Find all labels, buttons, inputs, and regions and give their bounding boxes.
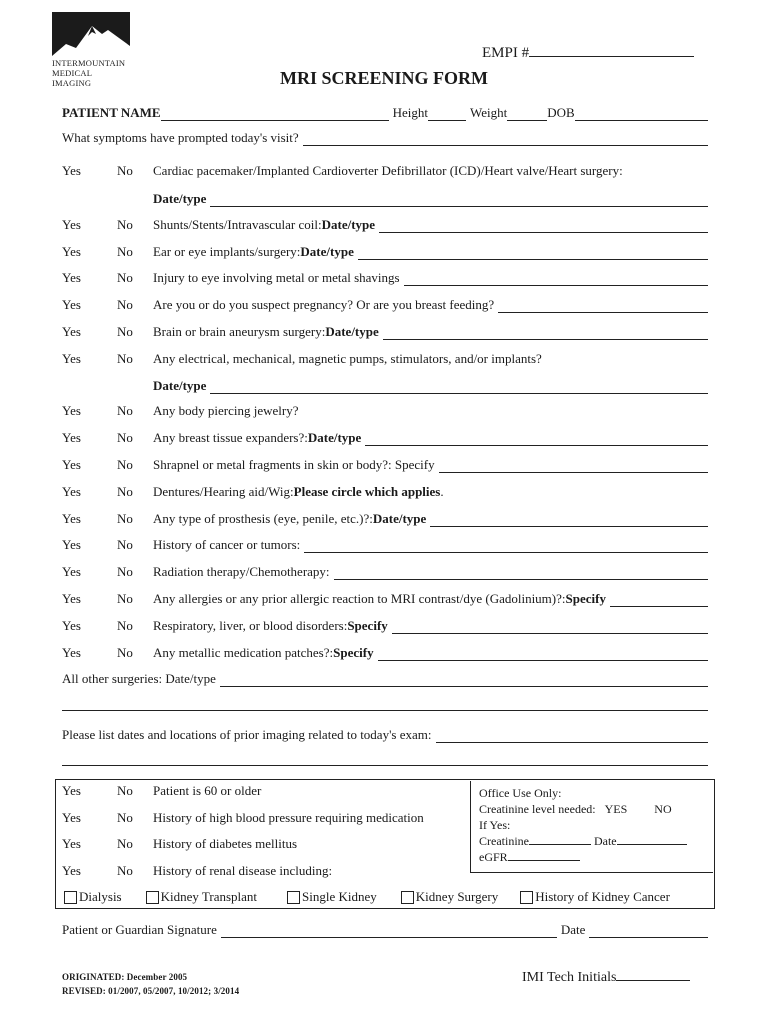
creatinine-input[interactable] <box>529 834 591 845</box>
no-option[interactable]: No <box>117 270 133 285</box>
kidney-checkbox-label: Dialysis <box>79 889 122 904</box>
height-label: Height <box>392 105 428 120</box>
yes-option[interactable]: Yes <box>62 217 81 232</box>
question-row <box>62 163 708 179</box>
question-text: Respiratory, liver, or blood disorders: Specify <box>153 618 708 634</box>
date-type-label: Date/type <box>153 378 207 393</box>
answer-input[interactable] <box>404 273 708 286</box>
no-option[interactable]: No <box>117 618 133 633</box>
date-type-row <box>153 378 708 394</box>
tech-initials <box>522 968 690 986</box>
no-option[interactable]: No <box>117 810 133 825</box>
yes-option[interactable]: Yes <box>62 618 81 633</box>
kidney-checkbox-item[interactable] <box>64 889 122 905</box>
empi-input-line[interactable] <box>529 42 694 57</box>
yes-option[interactable]: Yes <box>62 351 81 366</box>
prior-imaging-row <box>62 727 708 743</box>
question-text: Any type of prosthesis (eye, penile, etc.)?: Date/type <box>153 511 708 527</box>
kidney-checkbox-item[interactable] <box>146 889 257 905</box>
logo-line2: MEDICAL IMAGING <box>52 68 92 88</box>
answer-input[interactable] <box>365 433 708 446</box>
weight-label: Weight <box>469 105 508 120</box>
surgeries-input-line2[interactable] <box>62 710 708 711</box>
question-row <box>62 591 708 607</box>
date-type-label: Date/type <box>153 191 207 206</box>
surgeries-row <box>62 671 708 687</box>
answer-input[interactable] <box>304 540 708 553</box>
question-text: History of cancer or tumors: <box>153 537 708 553</box>
question-row <box>62 430 708 446</box>
no-option[interactable]: No <box>117 457 133 472</box>
answer-input[interactable] <box>439 460 708 473</box>
question-row <box>62 297 708 313</box>
yes-option[interactable]: Yes <box>62 270 81 285</box>
question-text: Any body piercing jewelry? <box>153 403 299 418</box>
answer-input[interactable] <box>334 567 708 580</box>
question-row <box>62 511 708 527</box>
date-type-input[interactable] <box>210 381 708 394</box>
answer-input[interactable] <box>498 300 708 313</box>
yes-option[interactable]: Yes <box>62 645 81 660</box>
question-text: Shunts/Stents/Intravascular coil: Date/type <box>153 217 708 233</box>
renal-risk-row <box>62 783 462 799</box>
kidney-checkbox-item[interactable] <box>401 889 498 905</box>
no-option[interactable]: No <box>117 297 133 312</box>
question-row <box>62 484 708 500</box>
no-option[interactable]: No <box>117 511 133 526</box>
dob-label: DOB <box>547 105 575 120</box>
footer-revised: REVISED: 01/2007, 05/2007, 10/2012; 3/2014 <box>62 986 240 996</box>
signature-date-input[interactable] <box>589 925 708 938</box>
answer-input[interactable] <box>379 220 708 233</box>
prior-imaging-label: Please list dates and locations of prior imaging related to today's exam: <box>62 727 432 742</box>
symptoms-label: What symptoms have prompted today's visit? <box>62 130 299 145</box>
date-type-row <box>153 191 708 207</box>
yes-option[interactable]: Yes <box>62 863 81 878</box>
question-row <box>62 618 708 634</box>
kidney-checkbox-item[interactable] <box>287 889 377 905</box>
kidney-checkbox-label: Single Kidney <box>302 889 377 904</box>
question-row <box>62 324 708 340</box>
question-row <box>62 244 708 260</box>
dob-input[interactable] <box>575 108 708 121</box>
question-row <box>62 217 708 233</box>
kidney-checkboxes <box>64 889 714 905</box>
office-use-title: Office Use Only: <box>479 786 562 800</box>
no-option[interactable]: No <box>117 403 133 418</box>
no-option[interactable]: No <box>117 163 133 178</box>
checkbox-icon[interactable] <box>401 891 414 904</box>
weight-input[interactable] <box>507 108 547 121</box>
yes-option[interactable]: Yes <box>62 591 81 606</box>
question-row <box>62 457 708 473</box>
checkbox-icon[interactable] <box>146 891 159 904</box>
yes-option[interactable]: Yes <box>62 324 81 339</box>
yes-option[interactable]: Yes <box>62 564 81 579</box>
no-option[interactable]: No <box>117 564 133 579</box>
renal-risk-row <box>62 836 462 852</box>
question-row <box>62 351 708 367</box>
no-option[interactable]: No <box>117 351 133 366</box>
answer-input[interactable] <box>358 247 708 260</box>
renal-risk-row <box>62 810 462 826</box>
yes-option[interactable]: Yes <box>62 244 81 259</box>
symptoms-row <box>62 130 708 146</box>
prior-imaging-input[interactable] <box>436 730 709 743</box>
yes-option[interactable]: Yes <box>62 783 81 798</box>
yes-option[interactable]: Yes <box>62 430 81 445</box>
no-option[interactable]: No <box>117 324 133 339</box>
no-option[interactable]: No <box>117 836 133 851</box>
question-row <box>62 537 708 553</box>
office-use-box <box>470 781 713 873</box>
surgeries-input[interactable] <box>220 674 708 687</box>
yes-option[interactable]: Yes <box>62 163 81 178</box>
answer-input[interactable] <box>383 327 708 340</box>
kidney-checkbox-label: Kidney Surgery <box>415 889 499 904</box>
no-option[interactable]: No <box>117 430 133 445</box>
creatinine-date-label: Date <box>593 834 617 848</box>
question-row <box>62 270 708 286</box>
logo-line1: INTERMOUNTAIN <box>52 58 126 68</box>
signature-date-label: Date <box>560 922 586 937</box>
question-text: Brain or brain aneurysm surgery: Date/type <box>153 324 708 340</box>
checkbox-icon[interactable] <box>287 891 300 904</box>
no-option[interactable]: No <box>117 645 133 660</box>
question-text: Dentures/Hearing aid/Wig: Please circle which applies . <box>153 484 444 499</box>
yes-option[interactable]: Yes <box>62 537 81 552</box>
mountain-logo-icon <box>52 12 130 56</box>
question-row <box>62 645 708 661</box>
form-title: MRI SCREENING FORM <box>279 68 488 88</box>
renal-risk-text: History of high blood pressure requiring medication <box>153 810 424 825</box>
no-option[interactable]: No <box>117 484 133 499</box>
question-text: Any allergies or any prior allergic reaction to MRI contrast/dye (Gadolinium)?: Specify <box>153 591 708 607</box>
footer-originated: ORIGINATED: December 2005 <box>62 972 188 982</box>
creatinine-yes[interactable]: YES <box>604 802 628 816</box>
no-option[interactable]: No <box>117 537 133 552</box>
patient-name-input[interactable] <box>161 108 389 121</box>
patient-name-label: PATIENT NAME <box>62 105 161 120</box>
no-option[interactable]: No <box>117 863 133 878</box>
kidney-checkbox-label: Kidney Transplant <box>160 889 258 904</box>
height-input[interactable] <box>428 108 466 121</box>
answer-input[interactable] <box>378 648 708 661</box>
question-text: Injury to eye involving metal or metal shavings <box>153 270 708 286</box>
yes-option[interactable]: Yes <box>62 836 81 851</box>
question-text: Ear or eye implants/surgery: Date/type <box>153 244 708 260</box>
yes-option[interactable]: Yes <box>62 403 81 418</box>
answer-input[interactable] <box>392 621 708 634</box>
question-row <box>62 403 708 419</box>
creatinine-no[interactable]: NO <box>654 802 672 816</box>
yes-option[interactable]: Yes <box>62 810 81 825</box>
signature-row <box>62 922 708 938</box>
egfr-label: eGFR <box>479 850 508 864</box>
no-option[interactable]: No <box>117 244 133 259</box>
renal-risk-text: History of diabetes mellitus <box>153 836 298 851</box>
question-text: Cardiac pacemaker/Implanted Cardioverter Defibrillator (ICD)/Heart valve/Heart surgery: <box>153 163 623 178</box>
creatinine-needed-label: Creatinine level needed: <box>479 802 596 816</box>
no-option[interactable]: No <box>117 783 133 798</box>
tech-initials-input[interactable] <box>616 968 690 981</box>
signature-label: Patient or Guardian Signature <box>62 922 217 937</box>
patient-info-row <box>62 105 708 121</box>
renal-risk-text: History of renal disease including: <box>153 863 333 878</box>
kidney-checkbox-label: History of Kidney Cancer <box>535 889 670 904</box>
checkbox-icon[interactable] <box>64 891 77 904</box>
yes-option[interactable]: Yes <box>62 511 81 526</box>
yes-option[interactable]: Yes <box>62 297 81 312</box>
if-yes-label: If Yes: <box>479 818 511 832</box>
empi-label: EMPI # <box>482 45 530 61</box>
renal-risk-row <box>62 863 462 879</box>
date-type-input[interactable] <box>210 194 708 207</box>
answer-input[interactable] <box>610 594 708 607</box>
surgeries-label: All other surgeries: Date/type <box>62 671 216 686</box>
question-text: Any electrical, mechanical, magnetic pumps, stimulators, and/or implants? <box>153 351 542 366</box>
tech-initials-label: IMI Tech Initials <box>522 970 617 985</box>
egfr-input[interactable] <box>508 850 580 861</box>
question-text: Any breast tissue expanders?: Date/type <box>153 430 708 446</box>
symptoms-input[interactable] <box>303 133 708 146</box>
question-text: Radiation therapy/Chemotherapy: <box>153 564 708 580</box>
creatinine-date-input[interactable] <box>617 834 687 845</box>
question-row <box>62 564 708 580</box>
renal-risk-text: Patient is 60 or older <box>153 783 262 798</box>
no-option[interactable]: No <box>117 217 133 232</box>
signature-input[interactable] <box>221 925 557 938</box>
yes-option[interactable]: Yes <box>62 457 81 472</box>
question-text: Are you or do you suspect pregnancy? Or are you breast feeding? <box>153 297 708 313</box>
question-text: Any metallic medication patches?: Specify <box>153 645 708 661</box>
answer-input[interactable] <box>430 514 708 527</box>
question-text: Shrapnel or metal fragments in skin or body?: Specify <box>153 457 708 473</box>
prior-imaging-input-line2[interactable] <box>62 765 708 766</box>
kidney-checkbox-item[interactable] <box>520 889 670 905</box>
empi-field <box>482 42 694 62</box>
yes-option[interactable]: Yes <box>62 484 81 499</box>
checkbox-icon[interactable] <box>520 891 533 904</box>
creatinine-label: Creatinine <box>479 834 529 848</box>
no-option[interactable]: No <box>117 591 133 606</box>
